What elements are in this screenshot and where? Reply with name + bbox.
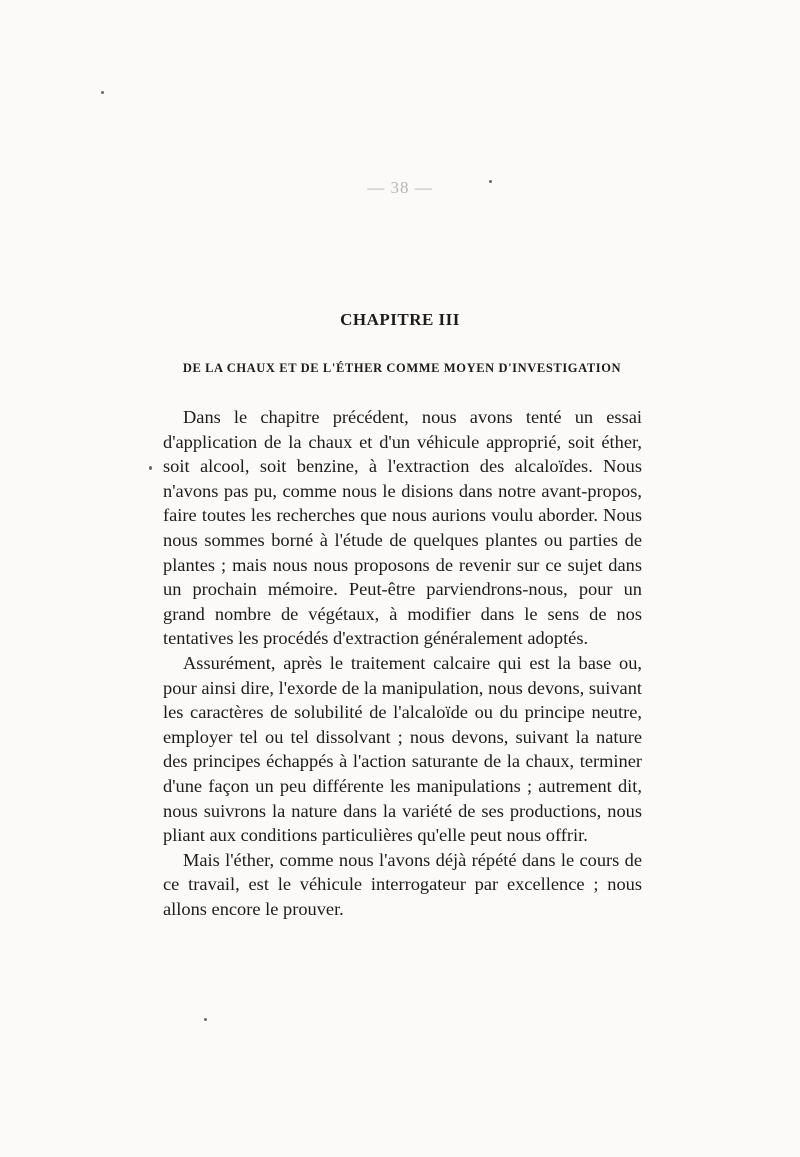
paper-speck xyxy=(101,91,104,94)
page-number: — 38 — xyxy=(367,178,433,197)
paragraph-2: Assurément, après le traitement calcaire qui est la base ou, pour ainsi dire, l'exorde de la manipulation, nous devons, suivant les caractères de solubilité de l'alcaloïde ou du principe neutre, employer tel ou tel dissolvant ; nous devons, suivant la nature des principes échappés à l'action saturante de la chaux, terminer d'une façon un peu différente les manipulations ; autrement dit, nous suivrons la nature dans la variété de ses productions, nous pliant aux conditions particulières qu'elle peut nous offrir. xyxy=(163,652,642,846)
body-text xyxy=(163,405,642,921)
chapter-title: CHAPITRE III xyxy=(340,310,460,329)
paper-speck xyxy=(204,1018,207,1021)
paper-speck xyxy=(489,180,492,183)
paragraph-3: Mais l'éther, comme nous l'avons déjà répété dans le cours de ce travail, est le véhicule interrogateur par excellence ; nous allons encore le prouver. xyxy=(163,849,642,919)
chapter-subtitle: DE LA CHAUX ET DE L'ÉTHER COMME MOYEN D'INVESTIGATION xyxy=(182,361,622,375)
paper-speck xyxy=(149,466,152,470)
paragraph-1: Dans le chapitre précédent, nous avons tenté un essai d'application de la chaux et d'un véhicule approprié, soit éther, soit alcool, soit benzine, à l'extraction des alcaloïdes. Nous n'avons pas pu, comme nous le disions dans notre avant-propos, faire toutes les recherches que nous aurions voulu aborder. Nous nous sommes borné à l'étude de quelques plantes ou parties de plantes ; mais nous nous proposons de revenir sur ce sujet dans un prochain mémoire. Peut-être parviendrons-nous, pour un grand nombre de végétaux, à modifier dans le sens de nos tentatives les procédés d'extraction généralement adoptés. xyxy=(163,407,642,649)
